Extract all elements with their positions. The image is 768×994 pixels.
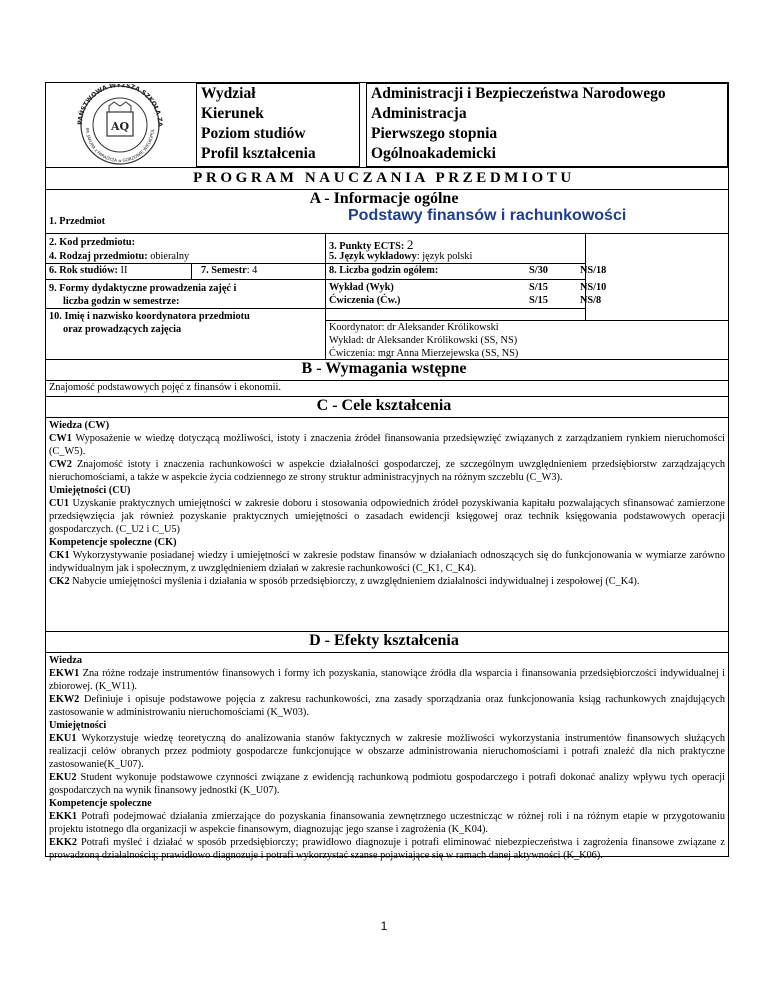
formy-line1: 9. Formy dydaktyczne prowadzenia zajęć i xyxy=(49,283,237,294)
cw2-text: Znajomość istoty i znaczenia rachunkowości w aspekcie działalności gospodarczej, ze szczególnym uwzględnieniem przedsiębiorstw zarządzających nieruchomościami, a także w aspekcie życia codziennego ze strony struktur administracyjnych na różnym szczeblu (C_W3). xyxy=(49,459,725,483)
cell-divider xyxy=(191,263,192,279)
section-c-body xyxy=(49,419,725,588)
divider xyxy=(325,263,585,264)
header-values xyxy=(366,83,728,167)
ekw1-code: EKW1 xyxy=(49,668,80,679)
section-b-title: B - Wymagania wstępne xyxy=(301,360,467,377)
divider xyxy=(45,167,729,168)
section-d-title: D - Efekty kształcenia xyxy=(309,632,459,649)
c-umiej-head: Umiejętności (CU) xyxy=(49,485,131,496)
value-poziom: Pierwszego stopnia xyxy=(371,125,498,142)
label-wydzial: Wydział xyxy=(201,85,256,102)
przedmiot-label: 1. Przedmiot xyxy=(49,216,106,227)
ck2-text: Nabycie umiejętności myślenia i działania w sposób przedsiębiorczy, z uwzględnieniem działalności indywidualnej i zespołowej (C_K4). xyxy=(69,576,640,587)
c-komp-head: Kompetencje społeczne (CK) xyxy=(49,537,177,548)
value-profil: Ogólnoakademicki xyxy=(371,145,496,162)
divider xyxy=(325,308,585,309)
divider xyxy=(45,263,325,264)
column-divider xyxy=(325,320,326,359)
d-komp-head: Kompetencje społeczne xyxy=(49,798,152,809)
eku1-code: EKU1 xyxy=(49,733,77,744)
cw2-code: CW2 xyxy=(49,459,72,470)
kod-label: 2. Kod przedmiotu: xyxy=(49,237,136,248)
ects-label: 3. Punkty ECTS: xyxy=(329,241,405,252)
program-title: PROGRAM NAUCZANIA PRZEDMIOTU xyxy=(193,170,575,186)
jezyk-value: : język polski xyxy=(416,251,473,262)
logo-monogram: AQ xyxy=(110,120,130,133)
ekk2-code: EKK2 xyxy=(49,837,78,848)
cw-prowadzacy: Ćwiczenia: mgr Anna Mierzejewska (SS, NS) xyxy=(329,348,519,359)
wyklad-prowadzacy: Wykład: dr Aleksander Królikowski (SS, NS) xyxy=(329,335,518,346)
wyklad-ns: NS/10 xyxy=(580,282,607,293)
c-wiedza-head: Wiedza (CW) xyxy=(49,420,110,431)
ekw2-code: EKW2 xyxy=(49,694,80,705)
rodzaj-value: obieralny xyxy=(150,251,190,262)
eku1-text: Wykorzystuje wiedzę teoretyczną do analizowania stanów faktycznych w zakresie możliwości wykorzystania instrumentów finansowych służących realizacji celów obranych przez podmioty gospodarcze funkcjonujące w obszarze administrowania nieruchomościami i potrafi znaleźć dla nich praktyczne zastosowanie(K_U07). xyxy=(49,733,725,770)
koordynator: Koordynator: dr Aleksander Królikowski xyxy=(329,322,499,333)
ects-value: 2 xyxy=(406,237,414,252)
section-a-title: A - Informacje ogólne xyxy=(309,190,459,207)
ck1-text: Wykorzystywanie posiadanej wiedzy i umiejętności w zakresie podstaw finansów w działaniach odnoszących się do funkcjonowania w wymiarze zarówno indywidualnym jak i społecznym, z uwzględnieniem działań w zakresie rachunkowości (C_K1, C_K4). xyxy=(49,550,725,574)
divider xyxy=(45,233,729,234)
liczba-s: S/30 xyxy=(529,265,548,276)
d-umiej-head: Umiejętności xyxy=(49,720,107,731)
ekw2-text: Definiuje i opisuje podstawowe pojęcia z zakresu rachunkowości, zna zasady sporządzania oraz funkcjonowania ksiąg rachunkowych znajdujących zastosowanie w administrowaniu nieruchomościami (K_W03). xyxy=(49,694,725,718)
wyklad-label: Wykład (Wyk) xyxy=(329,282,394,293)
cu1-code: CU1 xyxy=(49,498,70,509)
ck1-code: CK1 xyxy=(49,550,70,561)
semestr-value: : 4 xyxy=(246,265,258,276)
liczba-label: 8. Liczba godzin ogółem: xyxy=(329,265,439,276)
ekw1-text: Zna różne rodzaje instrumentów finansowych i formy ich pozyskania, stanowiące źródła dla wsparcia i finansowania przedsiębiorczości indywidualnej i zbiorowej. (K_W11). xyxy=(49,668,725,692)
divider xyxy=(45,308,325,309)
ekk1-text: Potrafi podejmować działania zmierzające do pozyskania finansowania zewnętrznego uczestnicząc w różnej roli i na różnym etapie w przygotowaniu projektu istotnego dla organizacji w aspekcie finansowym, diagnozując jego szanse i zagrożenia (K_K04). xyxy=(49,811,725,835)
formy-line2: liczba godzin w semestrze: xyxy=(63,296,180,307)
header-labels xyxy=(196,83,360,167)
imie-line1: 10. Imię i nazwisko koordynatora przedmiotu xyxy=(49,311,250,322)
przedmiot-value: Podstawy finansów i rachunkowości xyxy=(348,207,627,224)
rok-value: II xyxy=(120,265,128,276)
label-profil: Profil kształcenia xyxy=(201,145,316,162)
semestr-label: 7. Semestr xyxy=(201,265,247,276)
cw-s: S/15 xyxy=(529,295,548,306)
imie-line2: oraz prowadzących zajęcia xyxy=(63,324,182,335)
logo-ring-top: PAŃSTWOWA WYŻSZA SZKOŁA ZA xyxy=(76,84,164,127)
ekk2-text: Potrafi myśleć i działać w sposób przedsiębiorczy; prawidłowo diagnozuje i potrafi eliminować niebezpieczeństwa i zagrożenia finansowe związane z prowadzoną działalnością; prawidłowo diagnozuje i potrafi wykorzystać szanse pojawiające się w ramach danej aktywności (K_K06). xyxy=(49,837,725,861)
cw1-code: CW1 xyxy=(49,433,72,444)
value-wydzial: Administracji i Bezpieczeństwa Narodowego xyxy=(371,85,666,102)
wymagania-text: Znajomość podstawowych pojęć z finansów i ekonomii. xyxy=(49,382,281,393)
jezyk-label: 5. Język wykładowy xyxy=(329,251,417,262)
eku2-text: Student wykonuje podstawowe czynności związane z ewidencją rachunkową podmiotu gospodarczego i potrafi dokonać analizy wpływu tych operacji gospodarczych na wynik finansowy jednostki (K_U07). xyxy=(49,772,725,796)
divider xyxy=(325,279,585,280)
column-divider xyxy=(325,233,326,320)
label-poziom: Poziom studiów xyxy=(201,125,306,142)
label-kierunek: Kierunek xyxy=(201,105,264,122)
section-d-body xyxy=(49,654,725,862)
cw-ns: NS/8 xyxy=(580,295,602,306)
university-logo xyxy=(54,84,186,166)
divider xyxy=(45,417,729,418)
cw-label: Ćwiczenia (Ćw.) xyxy=(329,295,401,306)
ekk1-code: EKK1 xyxy=(49,811,78,822)
divider xyxy=(45,652,729,653)
rok-label: 6. Rok studiów: xyxy=(49,265,118,276)
divider xyxy=(45,279,325,280)
ck2-code: CK2 xyxy=(49,576,70,587)
value-kierunek: Administracja xyxy=(371,105,467,122)
page-number: 1 xyxy=(380,919,388,933)
logo-ring-bottom: IM. JAKUBA z PARADYŻA w GORZOWIE WIELKOPOL xyxy=(84,127,156,164)
section-c-title: C - Cele kształcenia xyxy=(316,397,452,414)
eku2-code: EKU2 xyxy=(49,772,77,783)
d-wiedza-head: Wiedza xyxy=(49,655,82,666)
cu1-text: Uzyskanie praktycznych umiejętności w zakresie doboru i stosowania odpowiednich źródeł pozyskiwania kapitału pozwalających sfinansować zamierzone przedsięwzięcia jak również pozyskanie praktycznych umiejętności o zasadach ewidencji księgowej oraz technik księgowania podstawowych operacji gospodarczych. (C_U2 i C_U5) xyxy=(49,498,725,535)
divider xyxy=(325,320,729,321)
column-divider xyxy=(585,233,586,320)
cw1-text: Wyposażenie w wiedzę dotyczącą możliwości, istoty i znaczenia źródeł finansowania przedsięwzięć związanych z zarządzaniem rynkiem nieruchomości (C_W5). xyxy=(49,433,725,457)
rodzaj-label: 4. Rodzaj przedmiotu: xyxy=(49,251,148,262)
wyklad-s: S/15 xyxy=(529,282,548,293)
liczba-ns: NS/18 xyxy=(580,265,607,276)
svg-text:IM. JAKUBA z PARADYŻA w GORZOW xyxy=(54,84,155,163)
